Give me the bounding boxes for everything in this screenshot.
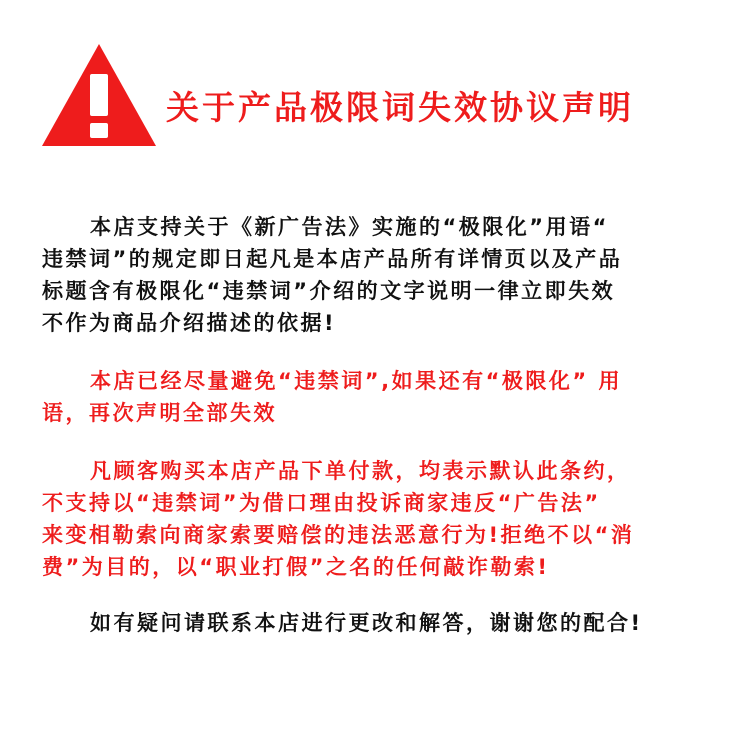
warning-triangle-icon <box>42 44 156 146</box>
paragraph-line: 不支持以“违禁词”为借口理由投诉商家违反“广告法” <box>42 491 601 515</box>
paragraph-line: 本店已经尽量避免“违禁词”,如果还有“极限化” 用 <box>90 369 622 393</box>
paragraph-line: 费”为目的，以“职业打假”之名的任何敲诈勒索! <box>42 555 550 579</box>
notice-paragraph-intro <box>42 211 702 339</box>
paragraph-line: 标题含有极限化“违禁词”介绍的文字说明一律立即失效 <box>42 279 616 303</box>
notice-paragraph-terms <box>42 455 702 583</box>
notice-paragraph-contact <box>42 607 702 639</box>
paragraph-line: 来变相勒索向商家索要赔偿的违法恶意行为!拒绝不以“消 <box>42 523 635 547</box>
paragraph-line: 如有疑问请联系本店进行更改和解答，谢谢您的配合! <box>90 611 643 635</box>
notice-paragraph-avoidance <box>42 365 702 429</box>
header <box>0 0 750 160</box>
page-title: 关于产品极限词失效协议声明 <box>166 88 634 127</box>
paragraph-line: 凡顾客购买本店产品下单付款，均表示默认此条约， <box>90 459 631 483</box>
paragraph-line: 违禁词”的规定即日起凡是本店产品所有详情页以及产品 <box>42 247 623 271</box>
paragraph-line: 语，再次声明全部失效 <box>42 401 277 425</box>
paragraph-line: 本店支持关于《新广告法》实施的“极限化”用语“ <box>90 215 609 239</box>
paragraph-line: 不作为商品介绍描述的依据! <box>42 311 337 335</box>
